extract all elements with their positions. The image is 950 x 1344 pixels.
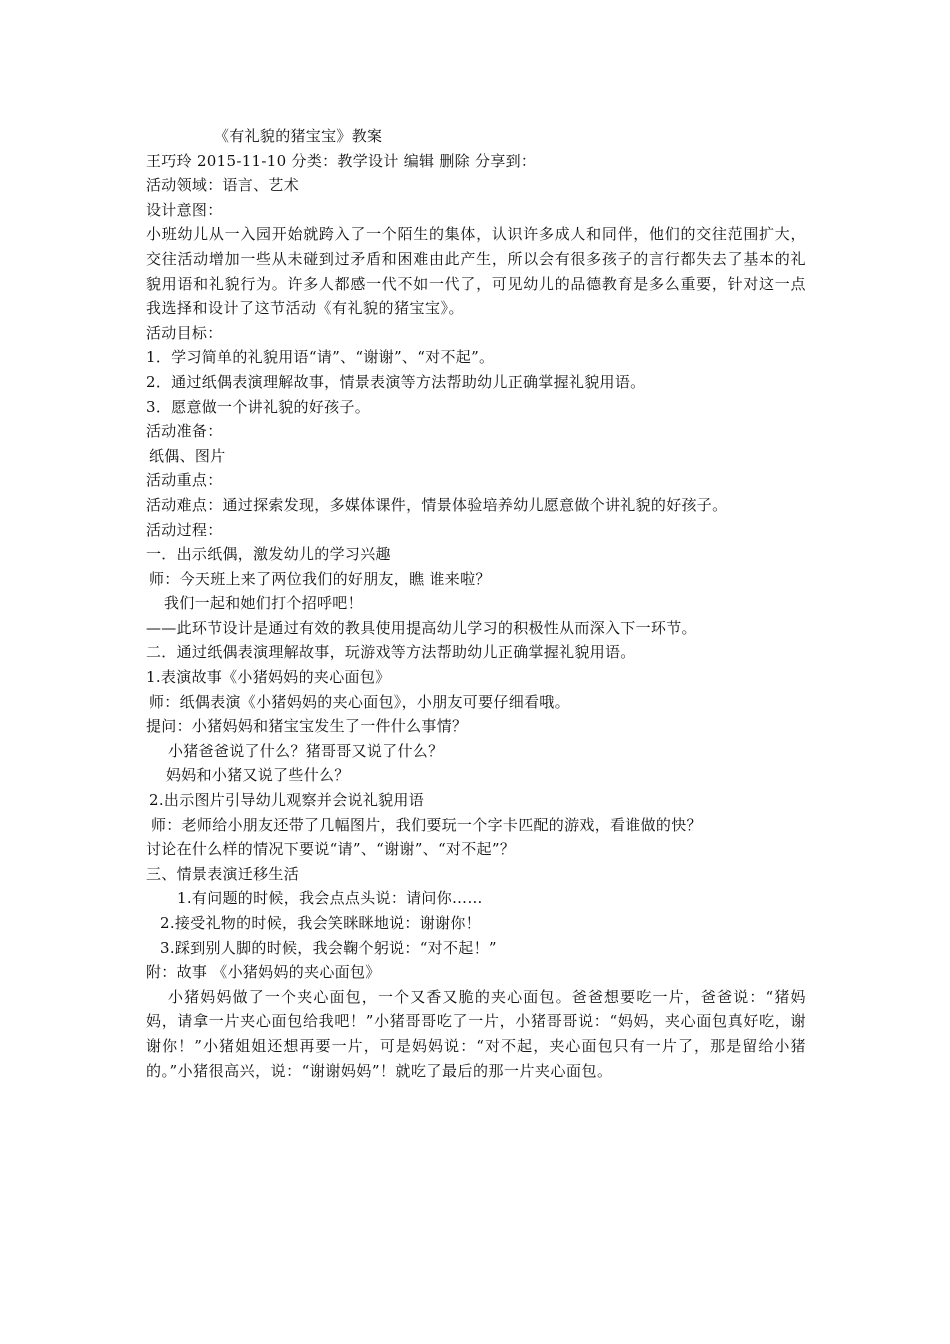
document-body	[146, 124, 806, 1083]
subsection-heading: 2.出示图片引导幼儿观察并会说礼貌用语	[149, 791, 425, 810]
question-line: 小猪爸爸说了什么？猪哥哥又说了什么？	[168, 741, 444, 760]
section-heading: 三、情景表演迁移生活	[146, 864, 300, 883]
prep-heading: 活动准备：	[146, 422, 223, 441]
dialogue-line: 师：今天班上来了两位我们的好朋友，瞧 谁来啦？	[149, 569, 491, 588]
goal-item: 2．通过纸偶表演理解故事，情景表演等方法帮助幼儿正确掌握礼貌用语。	[146, 372, 646, 391]
intent-heading: 设计意图：	[146, 200, 223, 219]
dialogue-line: 师：老师给小朋友还带了几幅图片，我们要玩一个字卡匹配的游戏，看谁做的快？	[151, 815, 702, 834]
question-line: 提问：小猪妈妈和猪宝宝发生了一件什么事情？	[146, 717, 468, 736]
section-heading: 二．通过纸偶表演理解故事，玩游戏等方法帮助幼儿正确掌握礼貌用语。	[146, 643, 636, 662]
appendix-heading: 附：故事 《小猪妈妈的夹心面包》	[146, 963, 381, 982]
activity-field: 活动领域：语言、艺术	[146, 176, 300, 195]
discussion-line: 讨论在什么样的情况下要说“请”、“谢谢”、“对不起”？	[146, 840, 516, 859]
story-paragraph: 小猪妈妈做了一个夹心面包，一个又香又脆的夹心面包。爸爸想要吃一片，爸爸说：“猪妈妈，请拿一片夹心面包给我吧！”小猪哥哥吃了一片，小猪哥哥说：“妈妈，夹心面包真好吃，谢谢你！”小猪姐姐还想再要一片，可是妈妈说：“对不起，夹心面包只有一片了，那是留给小猪的。”小猪很高兴，说：“谢谢妈妈”！就吃了最后的那一片夹心面包。	[146, 987, 806, 1080]
note-line: ——此环节设计是通过有效的教具使用提高幼儿学习的积极性从而深入下一环节。	[146, 618, 697, 637]
prep-body: 纸偶、图片	[149, 446, 226, 465]
meta-line: 王巧玲 2015-11-10 分类：教学设计 编辑 删除 分享到：	[146, 151, 537, 170]
process-heading: 活动过程：	[146, 520, 223, 539]
scenario-item: 3.踩到别人脚的时候，我会鞠个躬说：“对不起！”	[160, 938, 497, 957]
question-line: 妈妈和小猪又说了些什么？	[166, 766, 350, 785]
scenario-item: 2.接受礼物的时候，我会笑眯眯地说：谢谢你！	[160, 914, 481, 932]
intent-paragraph: 小班幼儿从一入园开始就跨入了一个陌生的集体，认识许多成人和同伴，他们的交往范围扩大，交往活动增加一些从未碰到过矛盾和困难由此产生，所以会有很多孩子的言行都失去了基本的礼貌用语和礼貌行为。许多人都感一代不如一代了，可见幼儿的品德教育是多么重要，针对这一点我选择和设计了这节活动《有礼貌的猪宝宝》。	[146, 225, 806, 318]
goal-heading: 活动目标：	[146, 323, 223, 342]
goal-item: 1．学习简单的礼貌用语“请”、“谢谢”、“对不起”。	[146, 348, 495, 367]
dialogue-line: 我们一起和她们打个招呼吧！	[164, 594, 363, 613]
difficulty-line: 活动难点：通过探索发现，多媒体课件，情景体验培养幼儿愿意做个讲礼貌的好孩子。	[146, 495, 728, 514]
section-heading: 一．出示纸偶，激发幼儿的学习兴趣	[146, 545, 391, 564]
key-heading: 活动重点：	[146, 471, 223, 490]
document-title: 《有礼貌的猪宝宝》教案	[214, 127, 383, 145]
dialogue-line: 师：纸偶表演《小猪妈妈的夹心面包》，小朋友可要仔细看哦。	[149, 692, 570, 711]
scenario-item: 1.有问题的时候，我会点点头说：请问你……	[177, 889, 483, 908]
subsection-heading: 1.表演故事《小猪妈妈的夹心面包》	[146, 668, 391, 687]
goal-item: 3．愿意做一个讲礼貌的好孩子。	[146, 397, 371, 416]
